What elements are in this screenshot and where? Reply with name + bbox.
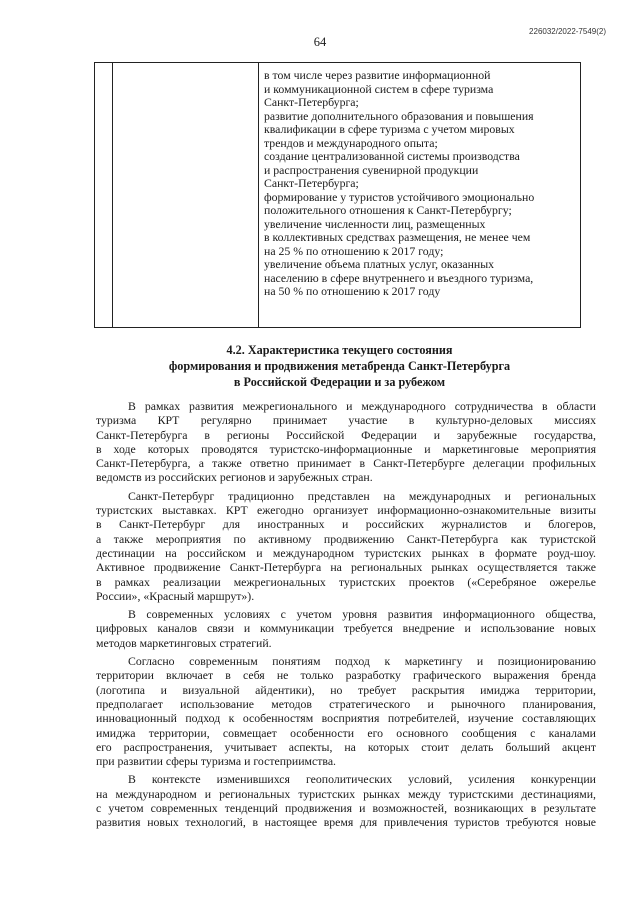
section-heading-line: в Российской Федерации и за рубежом <box>233 375 446 389</box>
table-cell-line: в том числе через развитие информационной <box>264 68 491 82</box>
paragraph <box>96 654 596 768</box>
table-cell-line: квалификации в сфере туризма с учетом мировых <box>264 122 515 136</box>
paragraph-line: его распространения, учитывает аспекты, на которых стоит делать больший акцент <box>96 739 596 754</box>
table-cell-line: развитие дополнительного образования и повышения <box>264 108 534 123</box>
section-heading-line: формирования и продвижения метабренда Санкт-Петербурга <box>168 359 511 373</box>
paragraph-line: В рамках развития межрегионального и международного сотрудничества в области <box>128 399 596 413</box>
paragraph-line: территории включает в себя не только разработку графического выражения бренда <box>96 668 596 683</box>
paragraph-line: при развитии сферы туризма и гостеприимства. <box>96 754 337 769</box>
paragraph-line: Санкт-Петербург традиционно представлен на международных и региональных <box>128 488 596 503</box>
paragraph-line: имиджа территории, совмещает особенности его основного сообщения с каналами <box>96 725 596 740</box>
paragraph-line: развития новых технологий, в настоящее время для привлечения туристов требуются новые <box>96 815 596 830</box>
paragraph-line: цифровых каналов связи и коммуникации требуется внедрение и использование новых <box>96 621 596 636</box>
paragraph-line: дестинации на российском и международном туристских рынках в формате роуд-шоу. <box>96 545 596 560</box>
paragraph-line: ведомств из российских регионов и зарубежных стран. <box>96 470 373 485</box>
table-cell-line: трендов и международного опыта; <box>264 135 438 150</box>
paragraph-line: в ходе которых проводятся туристско-информационные и маркетинговые мероприятия <box>96 441 596 456</box>
paragraph-line: в Санкт-Петербург для иностранных и российских журналистов и блогеров, <box>96 517 596 532</box>
paragraph <box>96 607 596 650</box>
paragraph <box>96 399 596 485</box>
continuation-table <box>94 62 581 328</box>
paragraph-line: Санкт-Петербурга в регионы Российской Федерации и зарубежные государства, <box>96 427 596 442</box>
doc-code: 226032/2022-7549(2) <box>529 27 606 36</box>
paragraph-line: на международном и региональных туристских рынках между туристскими дестинациями, <box>96 786 596 801</box>
page-number: 64 <box>313 35 327 49</box>
paragraph-line: туристских выставках. КРТ ежегодно организует информационно-ознакомительные визиты <box>96 503 596 518</box>
paragraph-line: а также мероприятия по активному продвижению Санкт-Петербурга как туристской <box>96 531 596 546</box>
paragraph-line: предполагает использование методов стратегического и рыночного планирования, <box>96 696 596 711</box>
body-text <box>96 399 596 830</box>
paragraph <box>96 489 596 603</box>
table-cell-line: Санкт-Петербурга; <box>264 95 359 109</box>
paragraph-line: В современных условиях с учетом уровня развития информационного общества, <box>128 607 596 622</box>
table-cell-line: создание централизованной системы производства <box>264 149 520 163</box>
paragraph-line: инновационный подход к особенностям восприятия потребителей, изучение составляющих <box>96 711 596 726</box>
table-cell-line: Санкт-Петербурга; <box>264 176 359 190</box>
paragraph-line: с учетом современных тенденций продвижения и возможностей, возникающих в результате <box>96 801 596 816</box>
paragraph-line: в рамках реализации межрегиональных туристских проектов («Серебряное ожерелье <box>96 574 596 589</box>
table-cell-number <box>95 63 113 328</box>
paragraph-line: Санкт-Петербурга, а также ответно принимает в Санкт-Петербурге делегации профильных <box>96 456 596 471</box>
paragraph-line: методов маркетинговых стратегий. <box>96 635 272 650</box>
table-cell-line: в коллективных средствах размещения, не менее чем <box>264 230 531 244</box>
paragraph-line: Согласно современным понятиям подход к маркетингу и позиционированию <box>128 654 596 669</box>
paragraph-line: В контексте изменившихся геополитических условий, усиления конкуренции <box>128 772 596 787</box>
paragraph-line: (логотипа и визуальной айдентики), но требует раскрытия имиджа территории, <box>96 682 596 697</box>
table-cell-line: на 50 % по отношению к 2017 году <box>264 284 441 298</box>
table-cell-line: на 25 % по отношению к 2017 году; <box>264 243 444 258</box>
table-cell-line: населению в сфере внутреннего и въездного туризма, <box>264 270 534 285</box>
table-row <box>95 63 581 328</box>
paragraph-line: туризма КРТ регулярно принимает участие в культурно-деловых миссиях <box>96 413 596 428</box>
table-cell-line: и коммуникационной систем в сфере туризма <box>264 81 494 96</box>
table-cell-line: формирование у туристов устойчивого эмоционально <box>264 189 535 204</box>
table-cell-results <box>259 63 581 328</box>
table-cell-line: и распространения сувенирной продукции <box>264 162 479 177</box>
table-cell-line: увеличение объема платных услуг, оказанных <box>264 257 495 271</box>
paragraph-line: Активное продвижение Санкт-Петербурга на региональных рынках осуществляется также <box>96 560 596 575</box>
table-cell-line: увеличение численности лиц, размещенных <box>264 216 486 231</box>
table-cell-name <box>113 63 259 328</box>
paragraph <box>96 772 596 829</box>
section-heading-line: 4.2. Характеристика текущего состояния <box>226 343 453 357</box>
section-heading <box>96 342 583 390</box>
paragraph-line: России», «Красный маршрут»). <box>96 588 255 603</box>
table-cell-line: положительного отношения к Санкт-Петербургу; <box>264 203 512 217</box>
